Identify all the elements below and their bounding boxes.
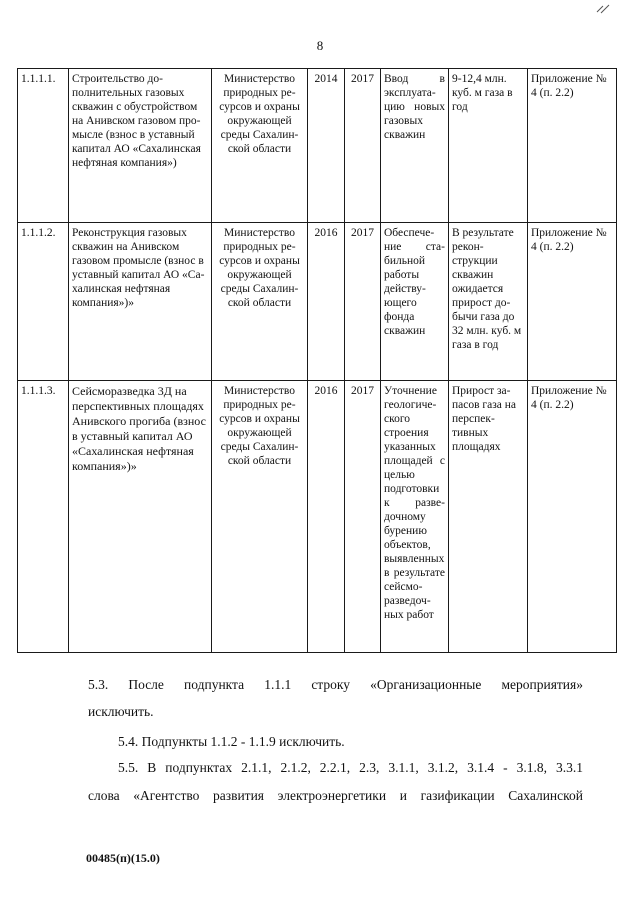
appendix-link: Приложение № 4 (п. 2.2) <box>528 381 617 653</box>
expected-result: Уточнение геологического строения указанных площадей с целью подготовки к разведочному бурению объектов, выявленных в результате сейсморазведочных работ <box>381 381 449 653</box>
start-year: 2014 <box>308 69 345 223</box>
paragraph-5-5-continuation: слова «Агентство развития электроэнергетики и газификации Сахалинской <box>88 788 583 803</box>
document-code: 00485(п)(15.0) <box>86 851 160 865</box>
end-year: 2017 <box>345 223 381 381</box>
measure-name: Сейсморазведка 3Д на перспективных площадях Анивского прогиба (взнос в уставный капитал АО «Сахалинская нефтяная компания»)» <box>69 381 212 653</box>
executor: Министерство природных ресурсов и охраны окружающей среды Сахалинской области <box>212 223 308 381</box>
paragraph-5-5: 5.5. В подпунктах 2.1.1, 2.1.2, 2.2.1, 2.3, 3.1.1, 3.1.2, 3.1.4 - 3.1.8, 3.3.1 <box>118 760 583 775</box>
executor: Министерство природных ресурсов и охраны окружающей среды Сахалинской области <box>212 381 308 653</box>
start-year: 2016 <box>308 223 345 381</box>
measures-table <box>17 68 617 653</box>
page-number: 8 <box>316 38 324 53</box>
row-number: 1.1.1.1. <box>18 69 69 223</box>
indicator: Прирост запасов газа на перспективных площадях <box>449 381 528 653</box>
end-year: 2017 <box>345 381 381 653</box>
paragraph-5-4: 5.4. Подпункты 1.1.2 - 1.1.9 исключить. <box>118 734 345 749</box>
executor: Министерство природных ресурсов и охраны окружающей среды Сахалинской области <box>212 69 308 223</box>
measure-name: Реконструкция газовых скважин на Анивском газовом промысле (взнос в уставный капитал АО «Сахалинская нефтяная компания»)» <box>69 223 212 381</box>
expected-result: Обеспечение стабильной работы действующего фонда скважин <box>381 223 449 381</box>
indicator: В результате реконструкции скважин ожидается прирост добычи газа до 32 млн. куб. м газа в год <box>449 223 528 381</box>
table-row <box>18 381 617 653</box>
appendix-link: Приложение № 4 (п. 2.2) <box>528 69 617 223</box>
start-year: 2016 <box>308 381 345 653</box>
row-number: 1.1.1.2. <box>18 223 69 381</box>
appendix-link: Приложение № 4 (п. 2.2) <box>528 223 617 381</box>
end-year: 2017 <box>345 69 381 223</box>
expected-result: Ввод в эксплуатацию новых газовых скважин <box>381 69 449 223</box>
paragraph-5-3-continuation: исключить. <box>88 704 154 719</box>
indicator: 9-12,4 млн. куб. м газа в год <box>449 69 528 223</box>
row-number: 1.1.1.3. <box>18 381 69 653</box>
measure-name: Строительство дополнительных газовых скважин с обустройством на Анивском газовом промысле (взнос в уставный капитал АО «Сахалинская нефтяная компания») <box>69 69 212 223</box>
scan-corner-mark <box>596 4 612 14</box>
table-row <box>18 223 617 381</box>
table-row <box>18 69 617 223</box>
paragraph-5-3: 5.3. После подпункта 1.1.1 строку «Организационные мероприятия» <box>88 677 583 692</box>
